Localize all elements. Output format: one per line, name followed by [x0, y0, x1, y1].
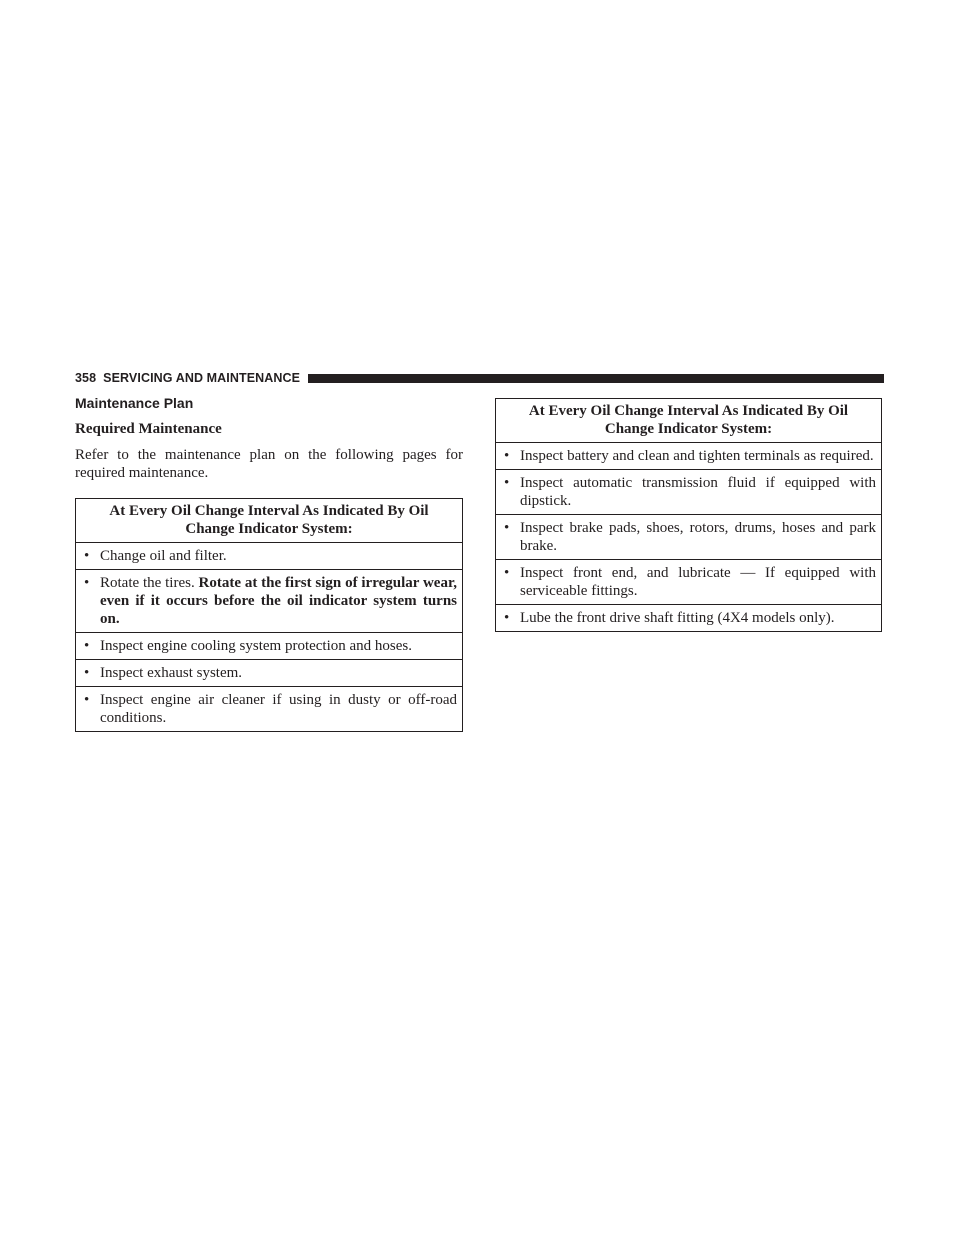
table-row	[76, 633, 462, 660]
row-text: Inspect front end, and lubricate — If equipped with serviceable fittings.	[520, 565, 876, 599]
bullet-icon: •	[84, 638, 90, 654]
table-row	[496, 443, 881, 470]
section-title-running-head: SERVICING AND MAINTENANCE	[103, 371, 301, 385]
table-row	[76, 660, 462, 687]
page-title: Maintenance Plan	[75, 395, 194, 411]
right-column	[495, 398, 882, 632]
table-row	[496, 605, 881, 631]
page-number: 358	[75, 371, 97, 385]
row-text: Inspect exhaust system.	[100, 665, 243, 681]
table-row	[496, 560, 881, 605]
table-row	[76, 570, 462, 633]
row-text: Rotate the tires. Rotate at the first sign of irregular wear, even if it occurs before the oil indicator system turns on.	[100, 575, 457, 627]
row-text: Inspect engine air cleaner if using in dusty or off-road conditions.	[100, 692, 457, 726]
bullet-icon: •	[504, 475, 510, 491]
row-text: Inspect automatic transmission fluid if equipped with dipstick.	[520, 475, 876, 509]
row-text: Inspect battery and clean and tighten terminals as required.	[520, 448, 874, 464]
subsection-title: Required Maintenance	[75, 421, 222, 437]
header-rule	[308, 374, 884, 383]
bullet-icon: •	[504, 565, 510, 581]
maintenance-table-left	[75, 498, 463, 732]
row-text: Inspect engine cooling system protection and hoses.	[100, 638, 413, 654]
table-row	[496, 515, 881, 560]
bullet-icon: •	[84, 665, 90, 681]
bullet-icon: •	[504, 520, 510, 536]
table-heading: At Every Oil Change Interval As Indicated By Oil Change Indicator System:	[76, 499, 462, 543]
bullet-icon: •	[84, 575, 90, 591]
table-row	[496, 470, 881, 515]
table-row	[76, 687, 462, 731]
row-text: Change oil and filter.	[100, 548, 227, 564]
bullet-icon: •	[84, 692, 90, 708]
row-text: Inspect brake pads, shoes, rotors, drums, hoses and park brake.	[520, 520, 876, 554]
row-text: Lube the front drive shaft fitting (4X4 models only).	[520, 610, 835, 626]
table-row	[76, 543, 462, 570]
maintenance-table-right	[495, 398, 882, 632]
bullet-icon: •	[504, 448, 510, 464]
table-heading: At Every Oil Change Interval As Indicated By Oil Change Indicator System:	[496, 399, 881, 443]
left-column	[75, 394, 463, 732]
bullet-icon: •	[504, 610, 510, 626]
bullet-icon: •	[84, 548, 90, 564]
intro-paragraph: Refer to the maintenance plan on the following pages for required maintenance.	[75, 447, 463, 481]
page-header	[75, 369, 884, 387]
